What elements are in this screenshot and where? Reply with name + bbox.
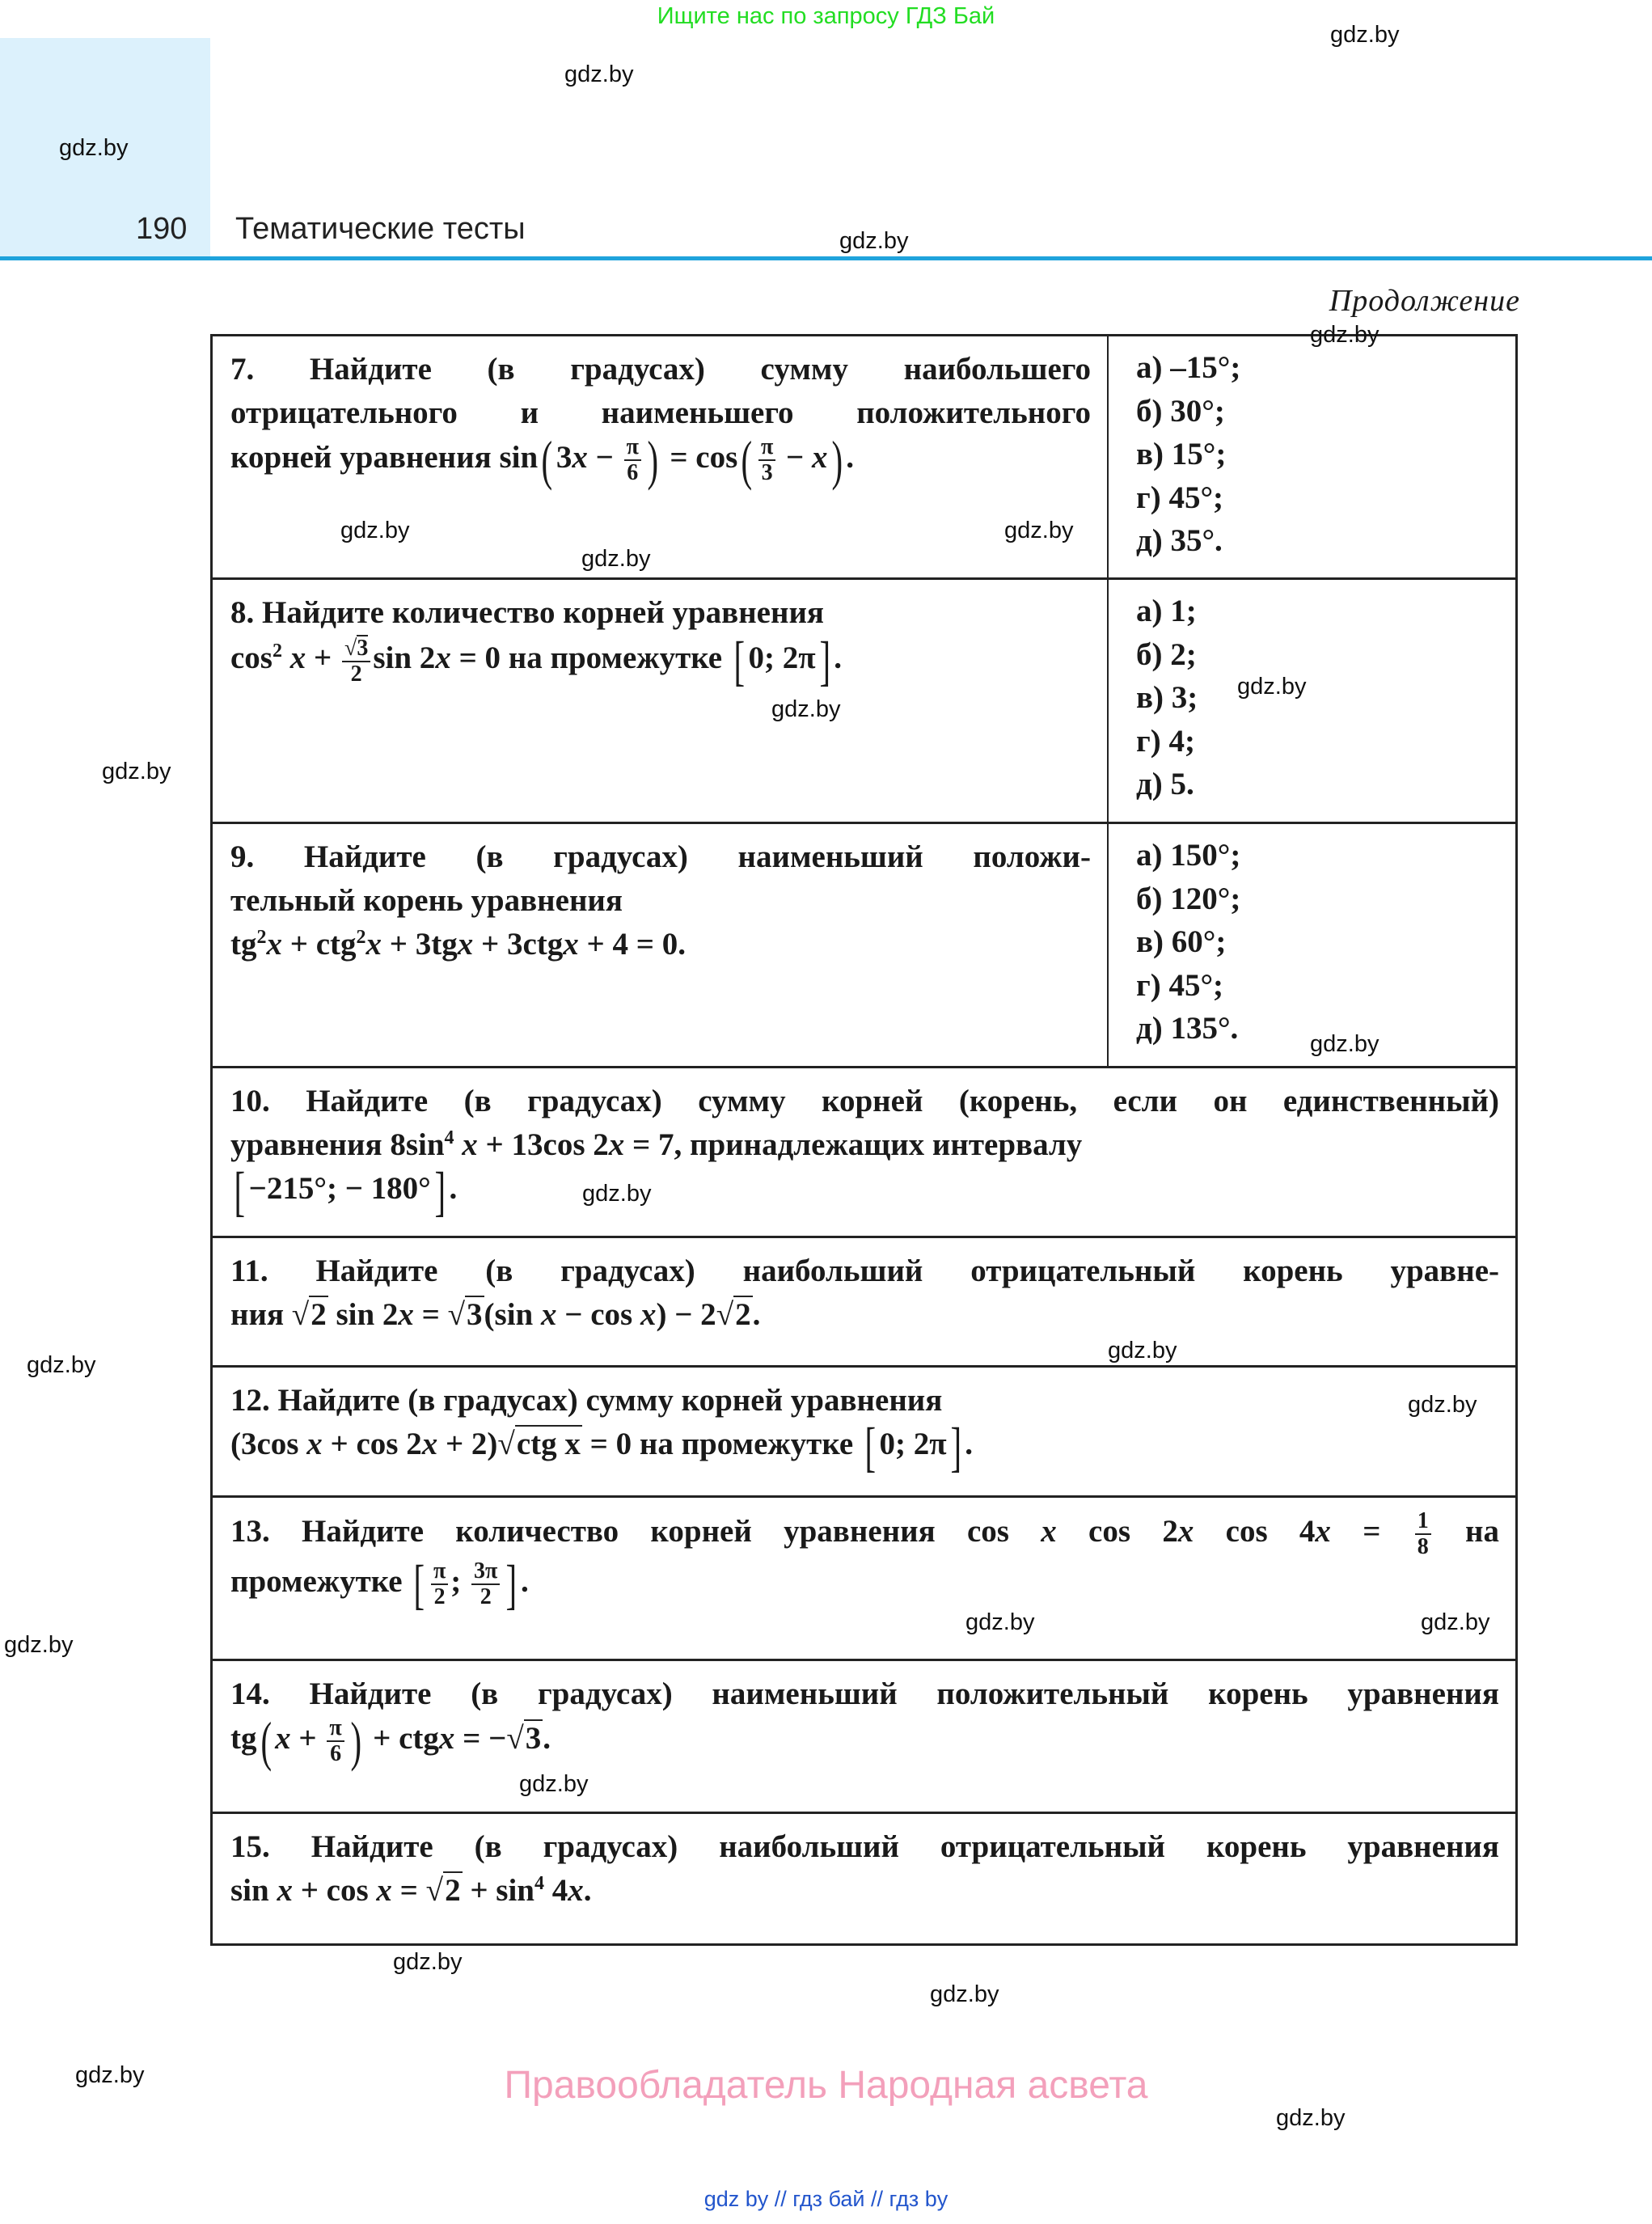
fraction — [758, 435, 775, 485]
answer-option: г) 4; — [1136, 723, 1195, 759]
text: + sin — [462, 1873, 534, 1908]
answer-option: д) 5. — [1136, 767, 1194, 801]
question-line — [230, 1249, 1499, 1293]
variable: x — [306, 1427, 323, 1461]
text: −215°; − 180° — [248, 1171, 431, 1206]
numerator: π — [327, 1716, 344, 1742]
question-number: 9. — [230, 839, 255, 874]
text: . — [834, 640, 842, 675]
text: = 0 на промежутке — [581, 1427, 861, 1461]
bracket: ) — [350, 1710, 361, 1772]
variable: x — [568, 1873, 584, 1908]
square-root — [497, 1423, 581, 1466]
denominator: 8 — [1417, 1534, 1429, 1559]
question-text — [213, 1368, 1515, 1495]
answer-option: г) 45°; — [1136, 967, 1224, 1003]
text: отрицательного и наименьшего положительного — [230, 395, 1091, 430]
question-number: 12. — [230, 1383, 270, 1418]
watermark: gdz.by — [1330, 22, 1400, 48]
question-line — [230, 1123, 1499, 1167]
question-line — [230, 1825, 1499, 1869]
text: Найдите (в градусах) сумму наибольшего — [309, 352, 1092, 387]
text: + — [306, 640, 340, 675]
denominator: 2 — [480, 1584, 492, 1609]
text: = − — [454, 1720, 507, 1756]
answer-option: а) –15°; — [1136, 350, 1241, 385]
bracket: ] — [819, 630, 830, 691]
text: . — [521, 1563, 529, 1599]
question-line — [230, 879, 1091, 923]
text: + ctg — [365, 1720, 439, 1756]
radicand: 2 — [735, 1297, 751, 1332]
variable: x — [275, 1720, 291, 1756]
fraction — [471, 1559, 500, 1609]
bracket: ) — [647, 429, 659, 491]
text: + 4 = 0. — [578, 927, 686, 962]
text: = 7, принадлежащих интервалу — [624, 1127, 1083, 1162]
numerator: √3 — [342, 635, 370, 662]
text: − — [587, 439, 622, 475]
text: = — [413, 1297, 448, 1332]
question-row-12 — [213, 1368, 1515, 1498]
radical-sign: √ — [506, 1720, 524, 1756]
square-root — [448, 1293, 484, 1337]
text: − — [778, 439, 813, 475]
text: Найдите количество корней уравнения cos — [302, 1513, 1041, 1549]
answer-option: а) 1; — [1136, 594, 1197, 628]
text: . — [846, 439, 854, 475]
watermark: gdz.by — [1276, 2105, 1346, 2131]
denominator: 6 — [330, 1741, 342, 1766]
question-line — [230, 923, 1091, 966]
watermark: gdz.by — [965, 1609, 1035, 1635]
section-title: Тематические тесты — [235, 212, 526, 246]
watermark: gdz.by — [1421, 1609, 1490, 1635]
text: промежутке — [230, 1563, 411, 1599]
question-line — [230, 1161, 1499, 1223]
question-line — [230, 1293, 1499, 1337]
text: + cos 2 — [322, 1427, 422, 1461]
variable: x — [462, 1127, 478, 1162]
text: Найдите количество корней уравнения — [262, 595, 825, 630]
bracket: ( — [741, 429, 753, 491]
radicand: 3 — [357, 636, 369, 661]
fraction — [342, 635, 370, 687]
text: sin — [230, 1873, 277, 1908]
answer-option: д) 135°. — [1136, 1011, 1239, 1046]
text: Найдите (в градусах) наибольший отрицательный корень уравне- — [315, 1254, 1500, 1288]
variable: x — [1177, 1513, 1194, 1549]
variable: x — [608, 1127, 625, 1162]
watermark: gdz.by — [519, 1771, 589, 1797]
text: cos — [230, 640, 273, 675]
variable: x — [563, 927, 579, 962]
radicand: 3 — [525, 1720, 542, 1756]
text: sin 2 — [327, 1297, 399, 1332]
bracket: [ — [733, 630, 745, 691]
text: = 0 на промежутке — [450, 640, 730, 675]
text: cos 2 — [1056, 1513, 1178, 1549]
question-number: 11. — [230, 1254, 268, 1288]
watermark: gdz.by — [1408, 1392, 1477, 1418]
answer-option: в) 15°; — [1136, 437, 1227, 471]
variable: x — [457, 927, 474, 962]
watermark: gdz.by — [393, 1949, 463, 1975]
radical-sign: √ — [291, 1297, 310, 1332]
variable: x — [640, 1297, 657, 1332]
text: ния — [230, 1297, 292, 1332]
denominator: 2 — [433, 1584, 446, 1609]
radical-sign: √ — [716, 1297, 734, 1332]
variable: x — [266, 927, 282, 962]
question-line — [230, 591, 1091, 635]
variable: x — [541, 1297, 557, 1332]
watermark: gdz.by — [581, 546, 651, 572]
variable: x — [398, 1297, 414, 1332]
variable: x — [435, 640, 451, 675]
text: tg — [230, 1720, 257, 1756]
fraction — [1415, 1509, 1431, 1559]
text: + 3ctg — [473, 927, 564, 962]
text: + — [290, 1720, 325, 1756]
text: уравнения 8sin — [230, 1127, 445, 1162]
watermark: gdz.by — [59, 135, 129, 161]
radical-sign: √ — [447, 1297, 466, 1332]
text: + 3tg — [382, 927, 458, 962]
bracket: ( — [260, 1710, 272, 1772]
question-text — [213, 1661, 1515, 1812]
numerator: 3π — [471, 1559, 500, 1585]
question-row-15 — [213, 1814, 1515, 1943]
radicand: 2 — [311, 1297, 327, 1332]
numerator: π — [431, 1559, 448, 1585]
text: + 2) — [437, 1427, 498, 1461]
header-rule — [0, 256, 1652, 260]
square-root — [292, 1293, 328, 1337]
text: − cos — [556, 1297, 640, 1332]
radical-sign: √ — [497, 1427, 515, 1461]
page-number: 190 — [136, 212, 188, 246]
text: 3 — [556, 439, 572, 475]
watermark: gdz.by — [930, 1981, 999, 2007]
question-text — [213, 1238, 1515, 1365]
text: Найдите (в градусах) сумму корней (корень, если он единственный) — [306, 1084, 1499, 1118]
bracket: ] — [950, 1416, 961, 1478]
text: 4 — [544, 1873, 568, 1908]
text — [454, 1127, 463, 1162]
answer-options — [1109, 336, 1240, 577]
question-row-14 — [213, 1661, 1515, 1814]
watermark: gdz.by — [75, 2062, 145, 2088]
watermark: gdz.by — [1310, 322, 1379, 348]
watermark: gdz.by — [340, 518, 410, 543]
text: = cos — [661, 439, 738, 475]
variable: x — [277, 1873, 293, 1908]
exponent: 4 — [444, 1127, 454, 1148]
question-line — [230, 429, 1091, 491]
watermark: gdz.by — [564, 61, 634, 87]
denominator: 2 — [350, 662, 362, 687]
square-root — [506, 1717, 543, 1761]
numerator: π — [624, 435, 641, 461]
watermark: gdz.by — [1310, 1031, 1379, 1057]
bracket: ] — [505, 1554, 518, 1615]
radical-sign: √ — [425, 1873, 444, 1908]
question-text — [213, 1498, 1515, 1659]
answer-option: д) 35°. — [1136, 523, 1223, 558]
bracket: ) — [831, 429, 843, 491]
text: + 13cos 2 — [477, 1127, 609, 1162]
text: + ctg — [282, 927, 357, 962]
radicand: 2 — [445, 1873, 461, 1908]
question-line — [230, 348, 1091, 391]
question-line — [230, 1416, 1499, 1478]
question-row-11 — [213, 1238, 1515, 1368]
watermark: gdz.by — [1108, 1338, 1177, 1364]
square-root — [426, 1869, 463, 1913]
text: tg — [230, 927, 257, 962]
radicand: 3 — [467, 1297, 483, 1332]
question-row-10 — [213, 1068, 1515, 1238]
watermark: gdz.by — [1237, 674, 1307, 700]
question-number: 10. — [230, 1084, 270, 1118]
question-line — [230, 1672, 1499, 1716]
answer-option: б) 2; — [1136, 636, 1197, 672]
variable: x — [812, 439, 828, 475]
variable: x — [289, 640, 306, 675]
watermark: gdz.by — [102, 759, 171, 784]
footer-links[interactable]: gdz by // гдз бай // гдз by — [703, 2187, 949, 2211]
bracket: ( — [541, 429, 553, 491]
question-line — [230, 1554, 1499, 1615]
text: . — [752, 1297, 761, 1332]
answer-options — [1109, 824, 1240, 1066]
watermark: gdz.by — [27, 1352, 96, 1378]
continuation-label: Продолжение — [1329, 284, 1520, 318]
text: 0; 2π — [748, 640, 816, 675]
fraction — [327, 1716, 344, 1766]
question-number: 8. — [230, 595, 255, 630]
text: cos 4 — [1194, 1513, 1316, 1549]
question-text — [213, 580, 1109, 822]
text: корней уравнения sin — [230, 439, 539, 475]
question-text — [213, 1068, 1515, 1236]
answer-option: в) 3; — [1136, 680, 1198, 715]
text — [282, 641, 290, 675]
bracket: [ — [234, 1161, 246, 1223]
numerator: π — [758, 435, 775, 461]
exponent: 2 — [256, 927, 267, 948]
exponent: 2 — [356, 927, 366, 948]
bracket: [ — [864, 1416, 876, 1478]
text: + cos — [292, 1873, 377, 1908]
copyright-footer: Правообладатель Народная асвета — [504, 2064, 1148, 2107]
fraction — [431, 1559, 448, 1609]
question-text — [213, 1814, 1515, 1943]
variable: x — [1315, 1513, 1331, 1549]
question-row-8 — [213, 580, 1515, 824]
denominator: 6 — [627, 460, 639, 485]
answer-option: г) 45°; — [1136, 480, 1224, 515]
answer-option: а) 150°; — [1136, 838, 1241, 873]
bracket: ] — [434, 1161, 446, 1223]
text: = — [391, 1873, 426, 1908]
text: = — [1330, 1513, 1413, 1549]
question-row-13 — [213, 1498, 1515, 1661]
text: Найдите (в градусах) наибольший отрицательный корень уравнения — [311, 1829, 1499, 1864]
exponent: 2 — [273, 640, 282, 662]
numerator: 1 — [1415, 1509, 1431, 1535]
test-table — [210, 334, 1518, 1946]
text: . — [583, 1873, 592, 1908]
text: . — [449, 1171, 458, 1206]
question-number: 7. — [230, 352, 255, 387]
answer-options — [1109, 580, 1198, 822]
question-line — [230, 1509, 1499, 1559]
text: тельный корень уравнения — [230, 883, 623, 918]
text: sin 2 — [373, 640, 436, 675]
question-number: 14. — [230, 1676, 270, 1711]
question-text — [213, 824, 1109, 1066]
watermark: gdz.by — [1004, 518, 1074, 543]
text: на — [1433, 1513, 1499, 1549]
question-line — [230, 1080, 1499, 1123]
variable: x — [365, 927, 382, 962]
variable: x — [1041, 1513, 1057, 1549]
variable: x — [572, 439, 588, 475]
text: 0; 2π — [879, 1427, 947, 1461]
text: . — [965, 1427, 974, 1461]
answer-option: б) 120°; — [1136, 881, 1241, 916]
question-number: 13. — [230, 1513, 270, 1549]
watermark: gdz.by — [582, 1181, 652, 1207]
exponent: 4 — [534, 1873, 544, 1894]
question-line — [230, 835, 1091, 879]
text: Найдите (в градусах) наименьший положи- — [303, 839, 1092, 874]
variable: x — [438, 1720, 455, 1756]
radicand: ctg x — [516, 1427, 581, 1461]
watermark: gdz.by — [839, 228, 909, 254]
question-number: 15. — [230, 1829, 270, 1864]
text: . — [543, 1720, 551, 1756]
watermark: gdz.by — [4, 1632, 74, 1658]
variable: x — [376, 1873, 392, 1908]
text: Найдите (в градусах) наименьший положительный корень уравнения — [309, 1676, 1499, 1711]
question-line — [230, 391, 1091, 435]
text: (sin — [484, 1297, 541, 1332]
denominator: 3 — [761, 460, 773, 485]
bracket: [ — [413, 1554, 425, 1615]
square-root — [716, 1293, 753, 1337]
text: ) − 2 — [656, 1297, 716, 1332]
fraction — [624, 435, 641, 485]
question-line — [230, 630, 1091, 691]
search-banner[interactable]: Ищите нас по запросу ГДЗ Бай — [657, 3, 995, 29]
text: (3cos — [230, 1427, 307, 1461]
question-line — [230, 1710, 1499, 1772]
watermark: gdz.by — [771, 696, 841, 722]
text: Найдите (в градусах) сумму корней уравнения — [277, 1383, 943, 1418]
answer-option: б) 30°; — [1136, 393, 1225, 429]
text: ; — [450, 1563, 470, 1599]
variable: x — [421, 1427, 438, 1461]
answer-option: в) 60°; — [1136, 924, 1227, 959]
question-line — [230, 1869, 1499, 1913]
